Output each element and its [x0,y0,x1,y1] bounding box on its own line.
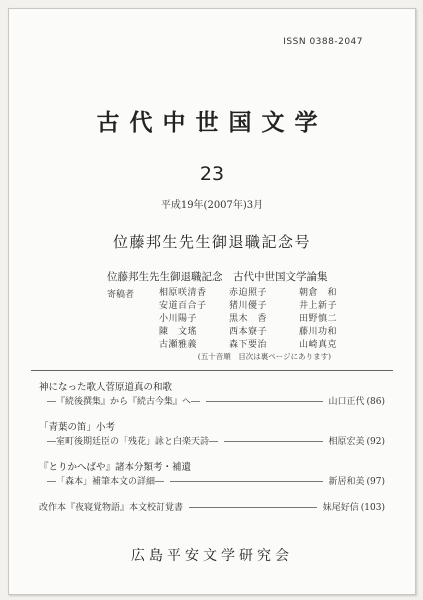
toc-author: 新居和美 [328,477,365,487]
toc-entry [39,501,385,515]
special-issue-title: 位藤邦生先生御退職記念号 [112,233,311,251]
toc-leader-line [170,481,322,482]
contributor-name: 小川陽子 [159,314,198,324]
contributor-name: 西本寮子 [229,327,268,337]
toc-title: 「青葉の笛」小考 [39,422,116,433]
toc-page: (92) [366,437,385,447]
contributors-label: 寄稿者 [107,290,135,300]
toc-page: (103) [360,503,385,513]
toc-subtitle: ―『続後撰集』から『続古今集』へ― [47,397,201,407]
contributor-name: 山崎真克 [299,340,338,350]
journal-cover [8,8,416,595]
toc-entry [39,421,385,449]
contributor-name: 猪川優子 [229,301,268,311]
journal-title: 古代中世国文学 [96,110,328,136]
toc-author: 妹尾好信 [322,503,359,513]
toc-page: (97) [366,477,385,487]
issn-number: ISSN 0388-2047 [283,37,363,47]
toc-line [39,435,385,449]
publisher-name: 広島平安文学研究会 [131,548,293,564]
contributor-name: 古瀬雅義 [159,340,198,350]
publication-date: 平成19年(2007年)3月 [160,200,264,211]
contributor-name: 黒木 香 [229,314,268,324]
toc-subtitle: ―室町後期廷臣の「残花」詠と白楽天詩― [47,437,219,447]
toc-page: (86) [366,397,385,407]
table-of-contents [39,381,385,527]
toc-title: 神になった歌人菅原道真の和歌 [39,382,173,393]
toc-subtitle: ―「森本」補筆本文の詳細― [47,477,165,487]
toc-subtitle: 改作本『夜寝覚物語』本文校訂覚書 [39,503,184,513]
contributors-list [159,287,369,351]
contributor-name: 安道百合子 [159,301,207,311]
toc-line [39,395,385,409]
collection-subtitle: 位藤邦生先生御退職記念 古代中世国文学論集 [107,271,328,283]
contributors-note: (五十音順 目次は裏ページにあります) [197,352,331,361]
toc-entry [39,461,385,489]
contributor-name: 田野慎二 [299,314,338,324]
toc-entry [39,381,385,409]
toc-line [39,475,385,489]
toc-author: 相原宏美 [328,437,365,447]
toc-leader-line [224,441,322,442]
contributor-name: 朝倉 和 [299,288,338,298]
toc-leader-line [206,401,322,402]
toc-title: 『とりかへばや』諸本分類考・補遺 [39,462,192,473]
volume-number: 23 [199,163,225,185]
toc-leader-line [189,507,317,508]
toc-line [39,501,385,515]
contributor-name: 赤迫照子 [229,288,268,298]
contributor-name: 相原咲清香 [159,288,207,298]
toc-author: 山口正代 [328,397,365,407]
contributor-name: 森下要治 [229,340,268,350]
contributor-name: 陳 文瑤 [159,327,198,337]
contributor-name: 藤川功和 [299,327,338,337]
section-divider [31,370,393,371]
contributor-name: 井上新子 [299,301,338,311]
